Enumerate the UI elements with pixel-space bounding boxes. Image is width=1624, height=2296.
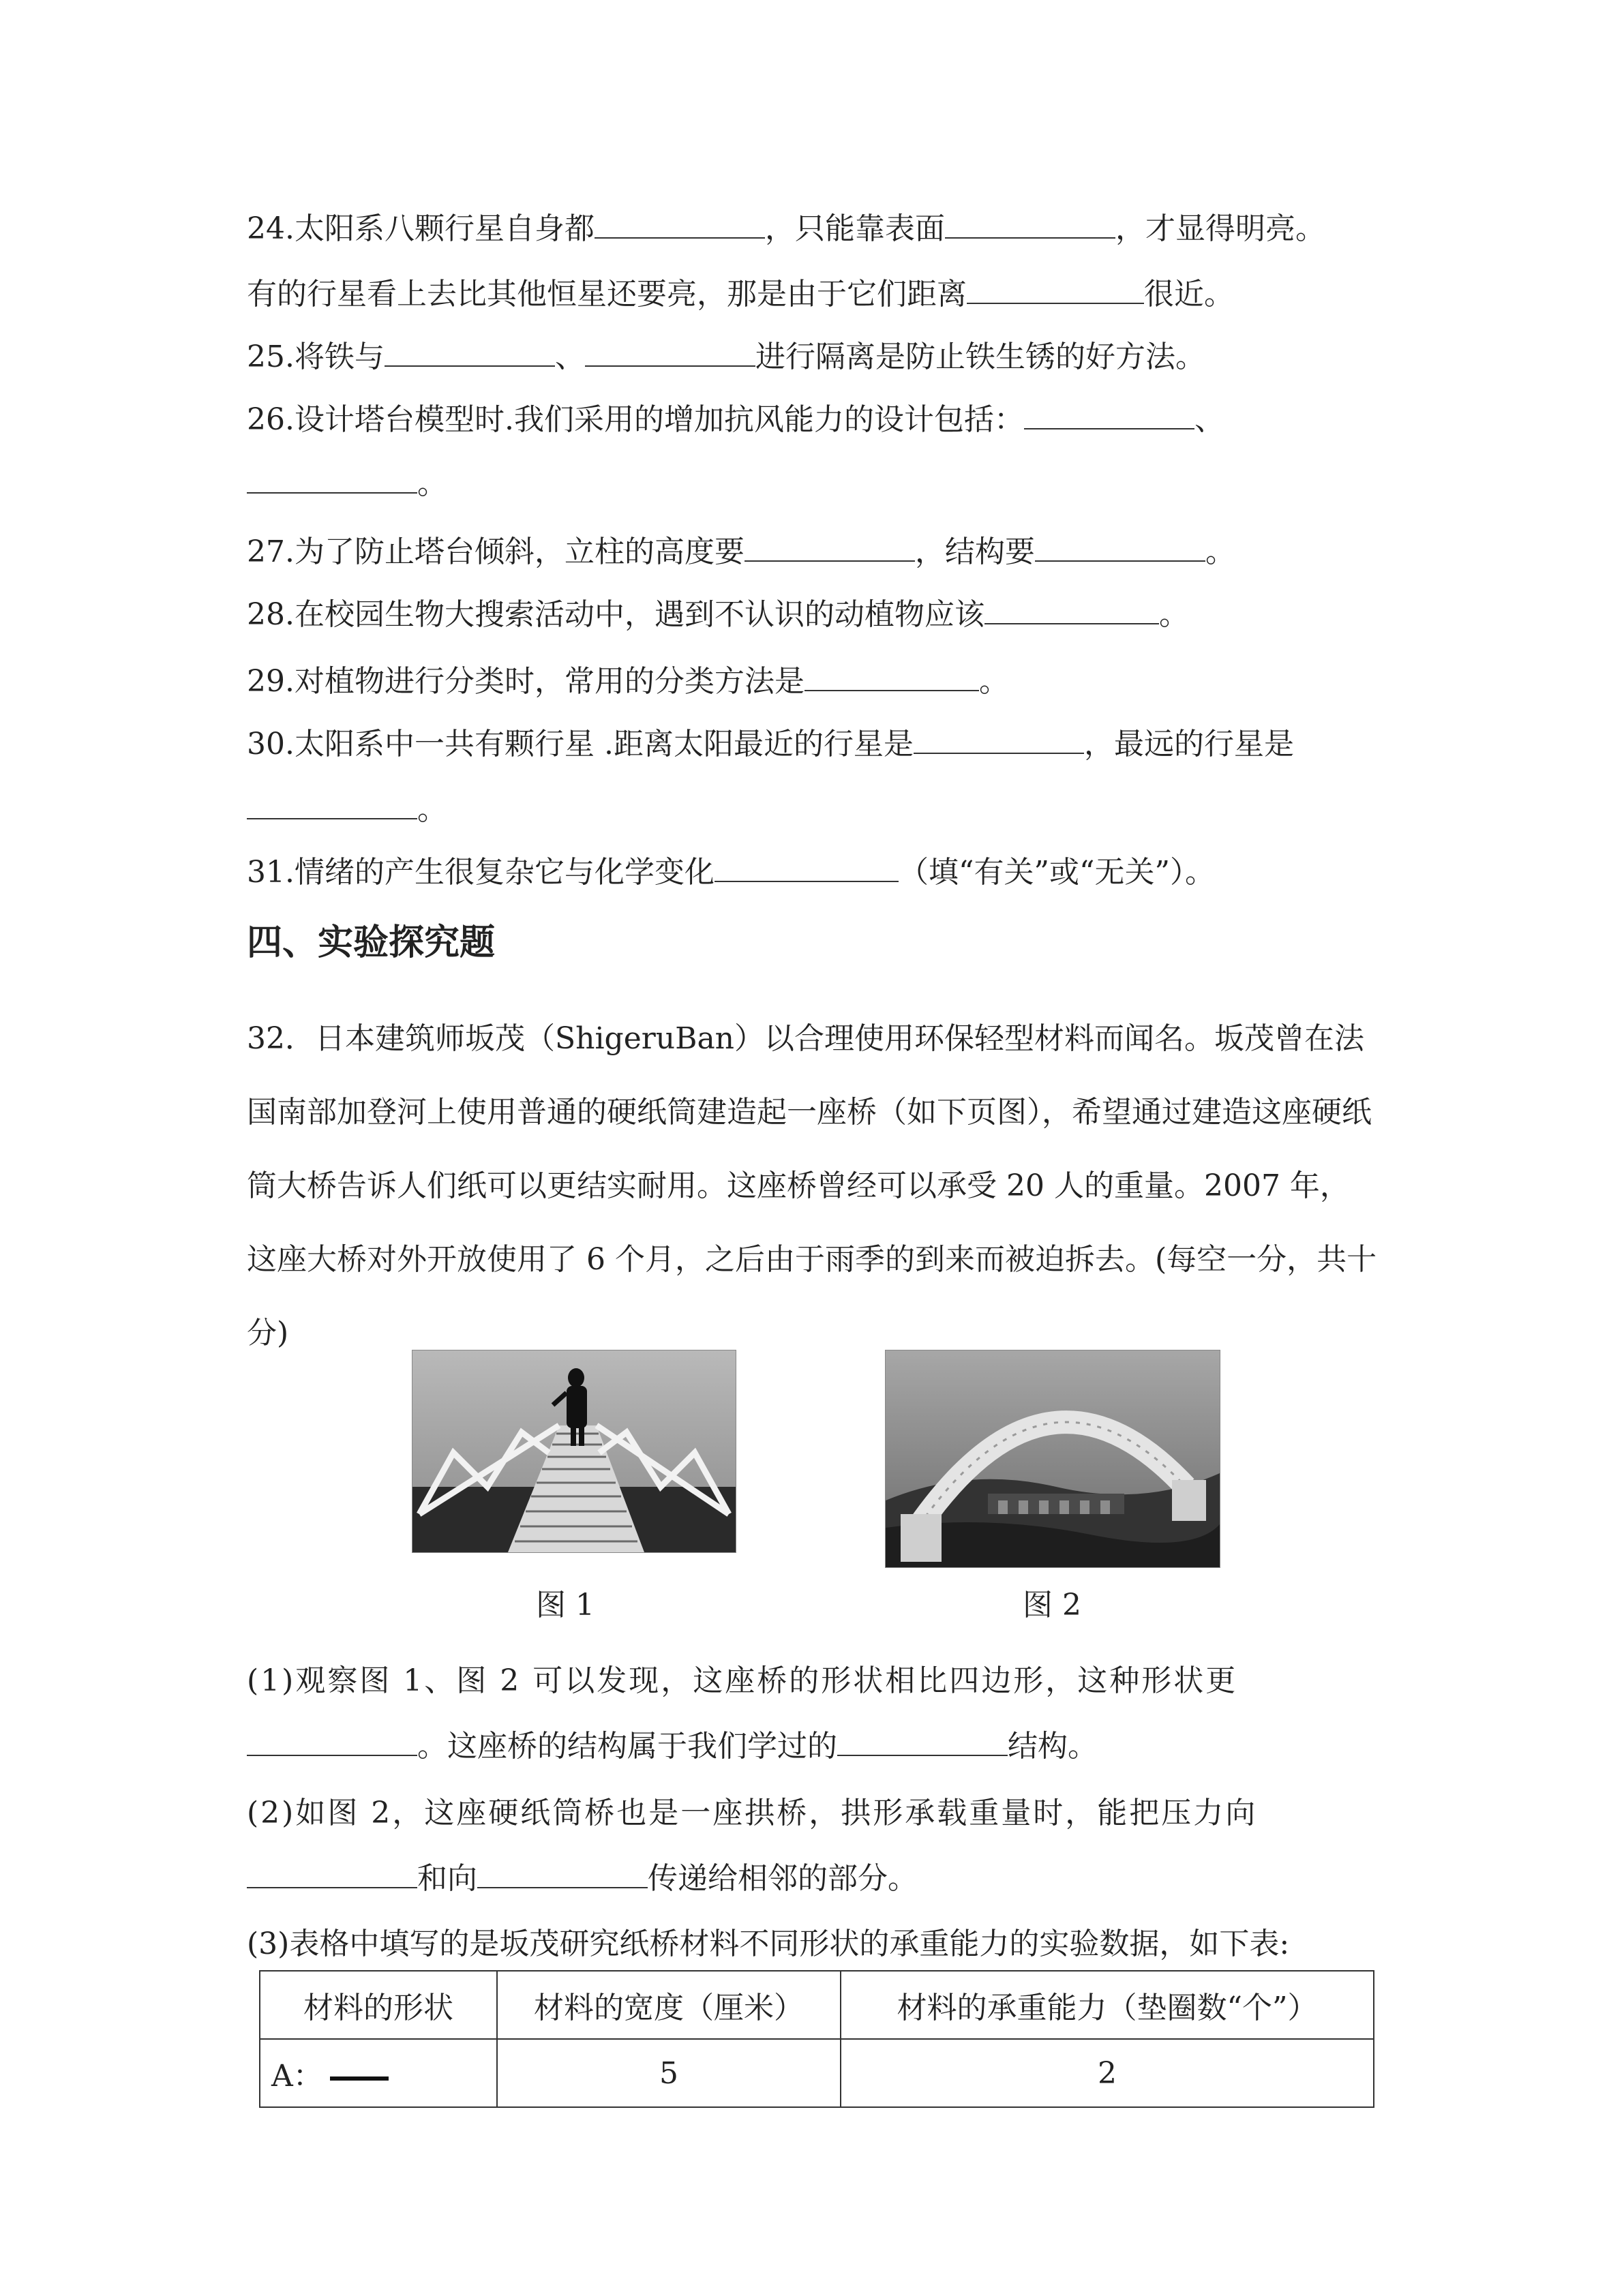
table-cell-width: 5 [497, 2039, 841, 2107]
answer-blank[interactable] [1035, 532, 1205, 562]
answer-blank[interactable] [984, 594, 1159, 624]
figure-2-photo [885, 1350, 1220, 1568]
sub-question-2-line2: 和向 传递给相邻的部分。 [247, 1858, 918, 1899]
answer-blank[interactable] [715, 852, 899, 882]
answer-blank[interactable] [477, 1858, 648, 1888]
table-row [260, 2039, 1374, 2107]
question-32-intro: 32．日本建筑师坂茂（ShigeruBan）以合理使用环保轻型材料而闻名。坂茂曾在法国南部加登河上使用普通的硬纸筒建造起一座桥（如下页图），希望通过建造这座硬纸筒大桥告诉人们纸可以更结实耐用。这座桥曾经可以承受 20 人的重量。2007 年，这座大桥对外开放使用了 6 个月，之后由于雨季的到来而被迫拆去。(每空一分，共十分) [247, 1021, 1377, 1350]
figure-2-caption: 图 2 [1023, 1588, 1081, 1622]
answer-blank[interactable] [967, 274, 1144, 304]
question-30-line1: 30.太阳系中一共有颗行星 .距离太阳最近的行星是 ，最远的行星是 [247, 724, 1294, 765]
question-28: 28.在校园生物大搜索活动中，遇到不认识的动植物应该 。 [247, 594, 1189, 635]
answer-blank[interactable] [247, 1726, 417, 1756]
question-30-line2: 。 [247, 789, 447, 830]
question-26-line2: 。 [247, 464, 447, 504]
sub-question-2-line1: (2)如图 2，这座硬纸筒桥也是一座拱桥，拱形承载重量时，能把压力向 [247, 1796, 1258, 1830]
answer-blank[interactable] [805, 661, 979, 691]
answer-blank[interactable] [745, 532, 915, 562]
table-cell-shape: A： [260, 2039, 497, 2107]
answer-blank[interactable] [247, 789, 417, 819]
answer-blank[interactable] [945, 209, 1115, 239]
answer-blank[interactable] [247, 464, 417, 494]
table-header-shape: 材料的形状 [260, 1971, 497, 2039]
table-header-width: 材料的宽度（厘米） [497, 1971, 841, 2039]
question-24-line1: 24.太阳系八颗行星自身都 ，只能靠表面 ，才显得明亮。 [247, 209, 1325, 250]
question-26-line1: 26.设计塔台模型时.我们采用的增加抗风能力的设计包括： 、 [247, 399, 1224, 440]
answer-blank[interactable] [914, 724, 1084, 754]
question-24-line2: 有的行星看上去比其他恒星还要亮，那是由于它们距离 很近。 [247, 274, 1234, 315]
answer-blank[interactable] [595, 209, 765, 239]
question-31: 31.情绪的产生很复杂它与化学变化 （填“有关”或“无关”）。 [247, 852, 1215, 893]
sub-question-1-line2: 。这座桥的结构属于我们学过的 结构。 [247, 1726, 1098, 1767]
question-29: 29.对植物进行分类时，常用的分类方法是 。 [247, 661, 1009, 702]
question-25: 25.将铁与 、 进行隔离是防止铁生锈的好方法。 [247, 337, 1205, 378]
figure-1-caption: 图 1 [536, 1588, 595, 1622]
table-cell-capacity: 2 [841, 2039, 1374, 2107]
table-header-row [260, 1971, 1374, 2039]
answer-blank[interactable] [247, 1858, 417, 1888]
table-header-capacity: 材料的承重能力（垫圈数“个”） [841, 1971, 1374, 2039]
answer-blank[interactable] [1024, 399, 1194, 429]
question-27: 27.为了防止塔台倾斜，立柱的高度要 ，结构要 。 [247, 532, 1235, 573]
experiment-table [259, 1970, 1374, 2108]
answer-blank[interactable] [585, 337, 755, 367]
section-heading: 四、实验探究题 [247, 922, 496, 963]
answer-blank[interactable] [385, 337, 555, 367]
flat-shape-icon [330, 2076, 389, 2081]
sub-question-1-line1: (1)观察图 1、图 2 可以发现，这座桥的形状相比四边形，这种形状更 [247, 1663, 1238, 1698]
sub-question-3: (3)表格中填写的是坂茂研究纸桥材料不同形状的承重能力的实验数据，如下表: [247, 1927, 1290, 1961]
figure-1-photo [412, 1350, 736, 1553]
answer-blank[interactable] [837, 1726, 1008, 1756]
